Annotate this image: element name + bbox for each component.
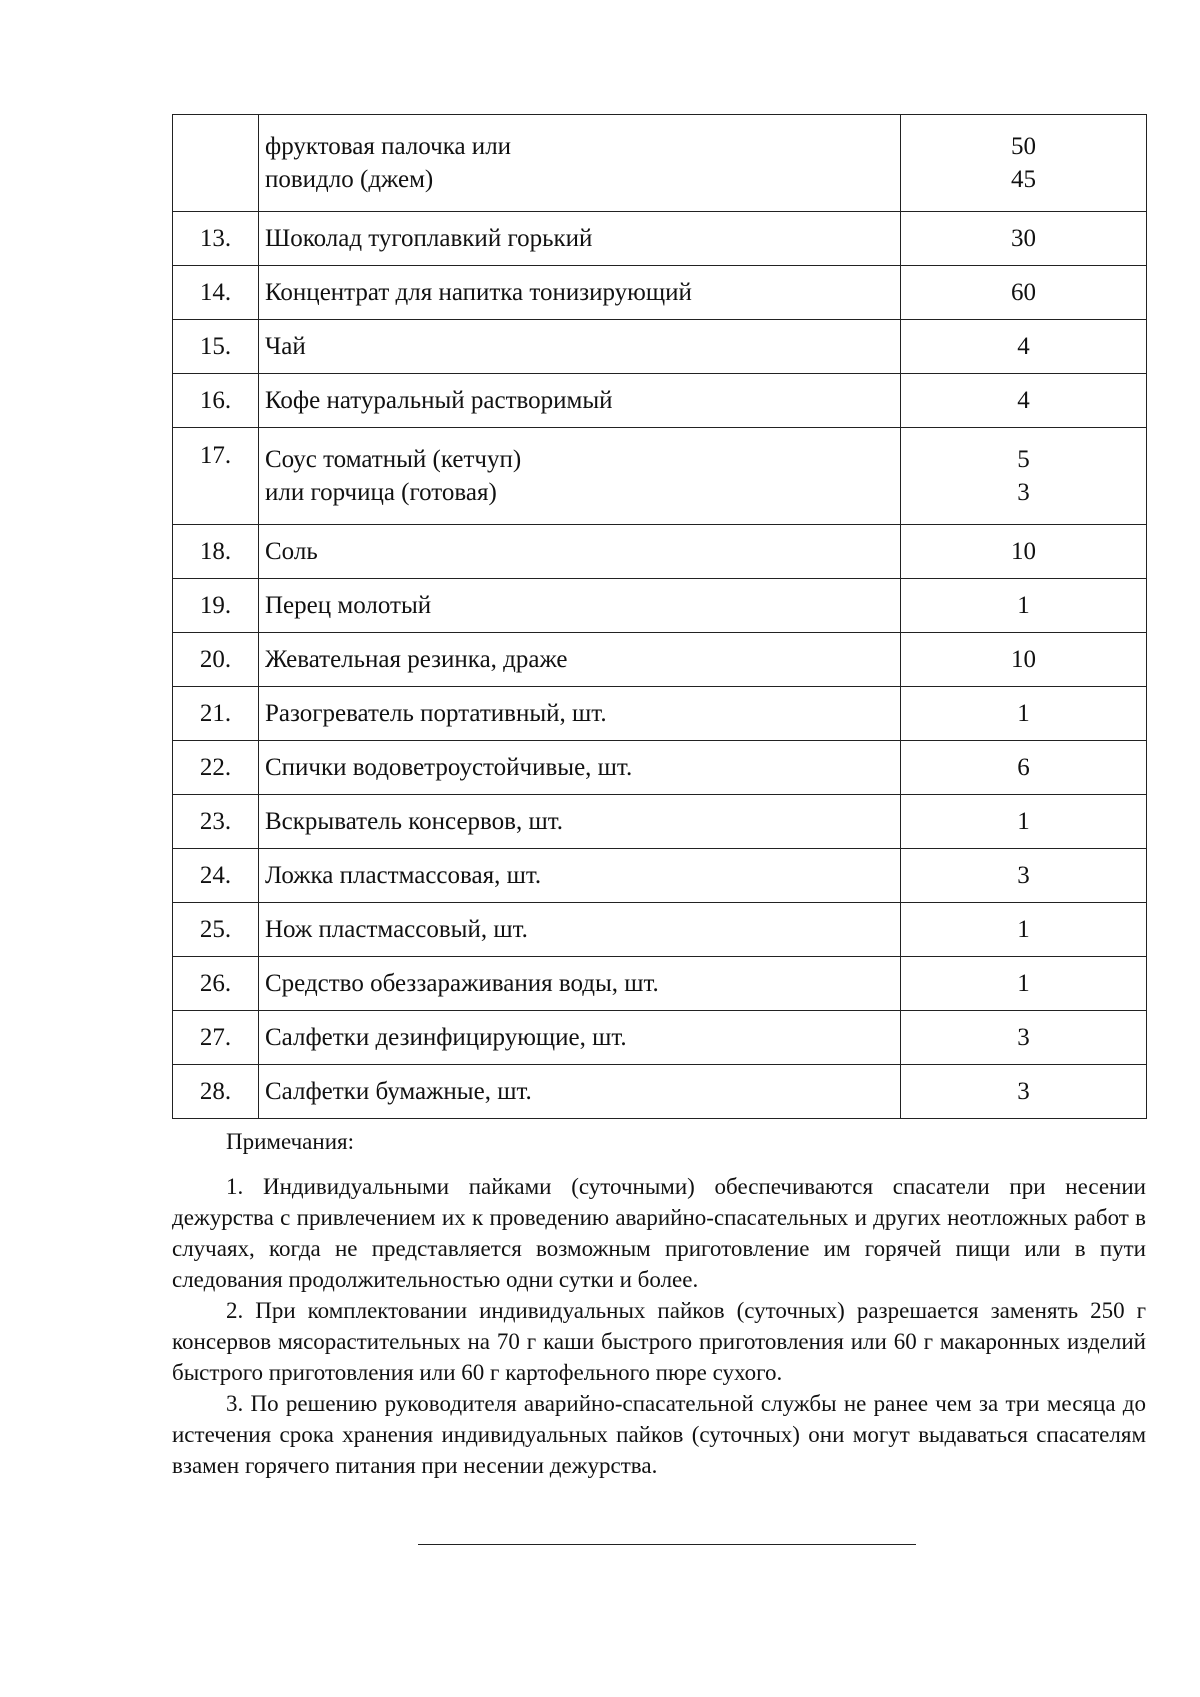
table-row (173, 579, 1147, 633)
row-quantity (901, 1011, 1147, 1065)
quantity-value: 6 (1017, 754, 1030, 781)
quantity-value: 3 (1017, 479, 1030, 506)
end-of-document-rule (418, 1544, 916, 1545)
item-name-line: или горчица (готовая) (265, 479, 497, 506)
item-name-line: Разогреватель портативный, шт. (265, 700, 607, 727)
note-item-2: 2. При комплектовании индивидуальных пайков (суточных) разрешается заменять 250 г консервов мясорастительных на 70 г каши быстрого приготовления или 60 г макаронных изделий быстрого приготовления или 60 г картофельного пюре сухого. (172, 1298, 1146, 1385)
item-name-line: Соль (265, 538, 318, 565)
row-item-name (259, 428, 901, 525)
row-number: 22. (173, 741, 259, 795)
quantity-value: 4 (1017, 333, 1030, 360)
quantity-value: 3 (1017, 1078, 1030, 1105)
table-row (173, 957, 1147, 1011)
row-item-name (259, 633, 901, 687)
row-number: 24. (173, 849, 259, 903)
row-number: 21. (173, 687, 259, 741)
table-row (173, 849, 1147, 903)
quantity-value: 1 (1017, 592, 1030, 619)
table-row (173, 1065, 1147, 1119)
item-name-line: Спички водоветроустойчивые, шт. (265, 754, 633, 781)
table-row (173, 1011, 1147, 1065)
row-item-name (259, 212, 901, 266)
row-item-name (259, 579, 901, 633)
ration-table-body (173, 115, 1147, 1119)
quantity-value: 1 (1017, 700, 1030, 727)
note-item-3: 3. По решению руководителя аварийно-спасательной службы не ранее чем за три месяца до истечения срока хранения индивидуальных пайков (суточных) они могут выдаваться спасателям взамен горячего питания при несении дежурства. (172, 1391, 1146, 1478)
quantity-value: 10 (1011, 646, 1036, 673)
row-item-name (259, 266, 901, 320)
quantity-value: 10 (1011, 538, 1036, 565)
item-name-line: Нож пластмассовый, шт. (265, 916, 528, 943)
item-name-line: Шоколад тугоплавкий горький (265, 225, 593, 252)
item-name-line: Концентрат для напитка тонизирующий (265, 279, 692, 306)
quantity-value: 3 (1017, 862, 1030, 889)
quantity-value: 4 (1017, 387, 1030, 414)
notes-title: Примечания: (226, 1129, 354, 1154)
row-number: 14. (173, 266, 259, 320)
row-quantity (901, 795, 1147, 849)
ration-table (172, 114, 1147, 1119)
item-name-line: Кофе натуральный растворимый (265, 387, 613, 414)
quantity-value: 1 (1017, 808, 1030, 835)
row-number: 13. (173, 212, 259, 266)
row-quantity (901, 579, 1147, 633)
row-quantity (901, 212, 1147, 266)
row-quantity (901, 633, 1147, 687)
row-number: 16. (173, 374, 259, 428)
table-row (173, 212, 1147, 266)
row-number: 20. (173, 633, 259, 687)
row-item-name (259, 115, 901, 212)
row-item-name (259, 903, 901, 957)
note-item-1: 1. Индивидуальными пайками (суточными) обеспечиваются спасатели при несении дежурства с привлечением их к проведению аварийно-спасательных и других неотложных работ в случаях, когда не представляется возможным приготовление им горячей пищи или в пути следования продолжительностью одни сутки и более. (172, 1174, 1146, 1292)
row-item-name (259, 525, 901, 579)
quantity-value: 60 (1011, 279, 1036, 306)
row-quantity (901, 374, 1147, 428)
row-number: 25. (173, 903, 259, 957)
item-name-line: Соус томатный (кетчуп) (265, 446, 522, 473)
quantity-value: 45 (1011, 166, 1036, 193)
row-item-name (259, 374, 901, 428)
row-number: 15. (173, 320, 259, 374)
row-quantity (901, 687, 1147, 741)
table-row (173, 374, 1147, 428)
row-number: 23. (173, 795, 259, 849)
row-item-name (259, 1011, 901, 1065)
row-quantity (901, 266, 1147, 320)
row-number: 28. (173, 1065, 259, 1119)
row-item-name (259, 687, 901, 741)
quantity-value: 5 (1017, 446, 1030, 473)
row-number: 27. (173, 1011, 259, 1065)
item-name-line: Перец молотый (265, 592, 432, 619)
quantity-value: 30 (1011, 225, 1036, 252)
table-row (173, 633, 1147, 687)
row-quantity (901, 428, 1147, 525)
table-row (173, 266, 1147, 320)
row-item-name (259, 795, 901, 849)
row-quantity (901, 849, 1147, 903)
item-name-line: Средство обеззараживания воды, шт. (265, 970, 659, 997)
row-quantity (901, 957, 1147, 1011)
row-number: 19. (173, 579, 259, 633)
item-name-line: Жевательная резинка, драже (265, 646, 568, 673)
row-item-name (259, 1065, 901, 1119)
item-name-line: Чай (265, 333, 306, 360)
item-name-line: Салфетки бумажные, шт. (265, 1078, 532, 1105)
notes-section (172, 1126, 1146, 1481)
row-quantity (901, 741, 1147, 795)
table-row (173, 428, 1147, 525)
item-name-line: повидло (джем) (265, 166, 434, 193)
row-item-name (259, 741, 901, 795)
table-row (173, 115, 1147, 212)
row-quantity (901, 1065, 1147, 1119)
item-name-line: Салфетки дезинфицирующие, шт. (265, 1024, 627, 1051)
table-row (173, 525, 1147, 579)
table-row (173, 903, 1147, 957)
row-item-name (259, 849, 901, 903)
row-number: 17. (173, 428, 259, 525)
table-row (173, 795, 1147, 849)
quantity-value: 3 (1017, 1024, 1030, 1051)
quantity-value: 1 (1017, 970, 1030, 997)
table-row (173, 741, 1147, 795)
row-quantity (901, 115, 1147, 212)
row-quantity (901, 320, 1147, 374)
row-quantity (901, 903, 1147, 957)
table-row (173, 320, 1147, 374)
row-quantity (901, 525, 1147, 579)
row-item-name (259, 320, 901, 374)
row-item-name (259, 957, 901, 1011)
row-number: 26. (173, 957, 259, 1011)
quantity-value: 1 (1017, 916, 1030, 943)
row-number (173, 115, 259, 212)
item-name-line: Вскрыватель консервов, шт. (265, 808, 564, 835)
table-row (173, 687, 1147, 741)
item-name-line: Ложка пластмассовая, шт. (265, 862, 542, 889)
row-number: 18. (173, 525, 259, 579)
quantity-value: 50 (1011, 133, 1036, 160)
item-name-line: фруктовая палочка или (265, 133, 512, 160)
